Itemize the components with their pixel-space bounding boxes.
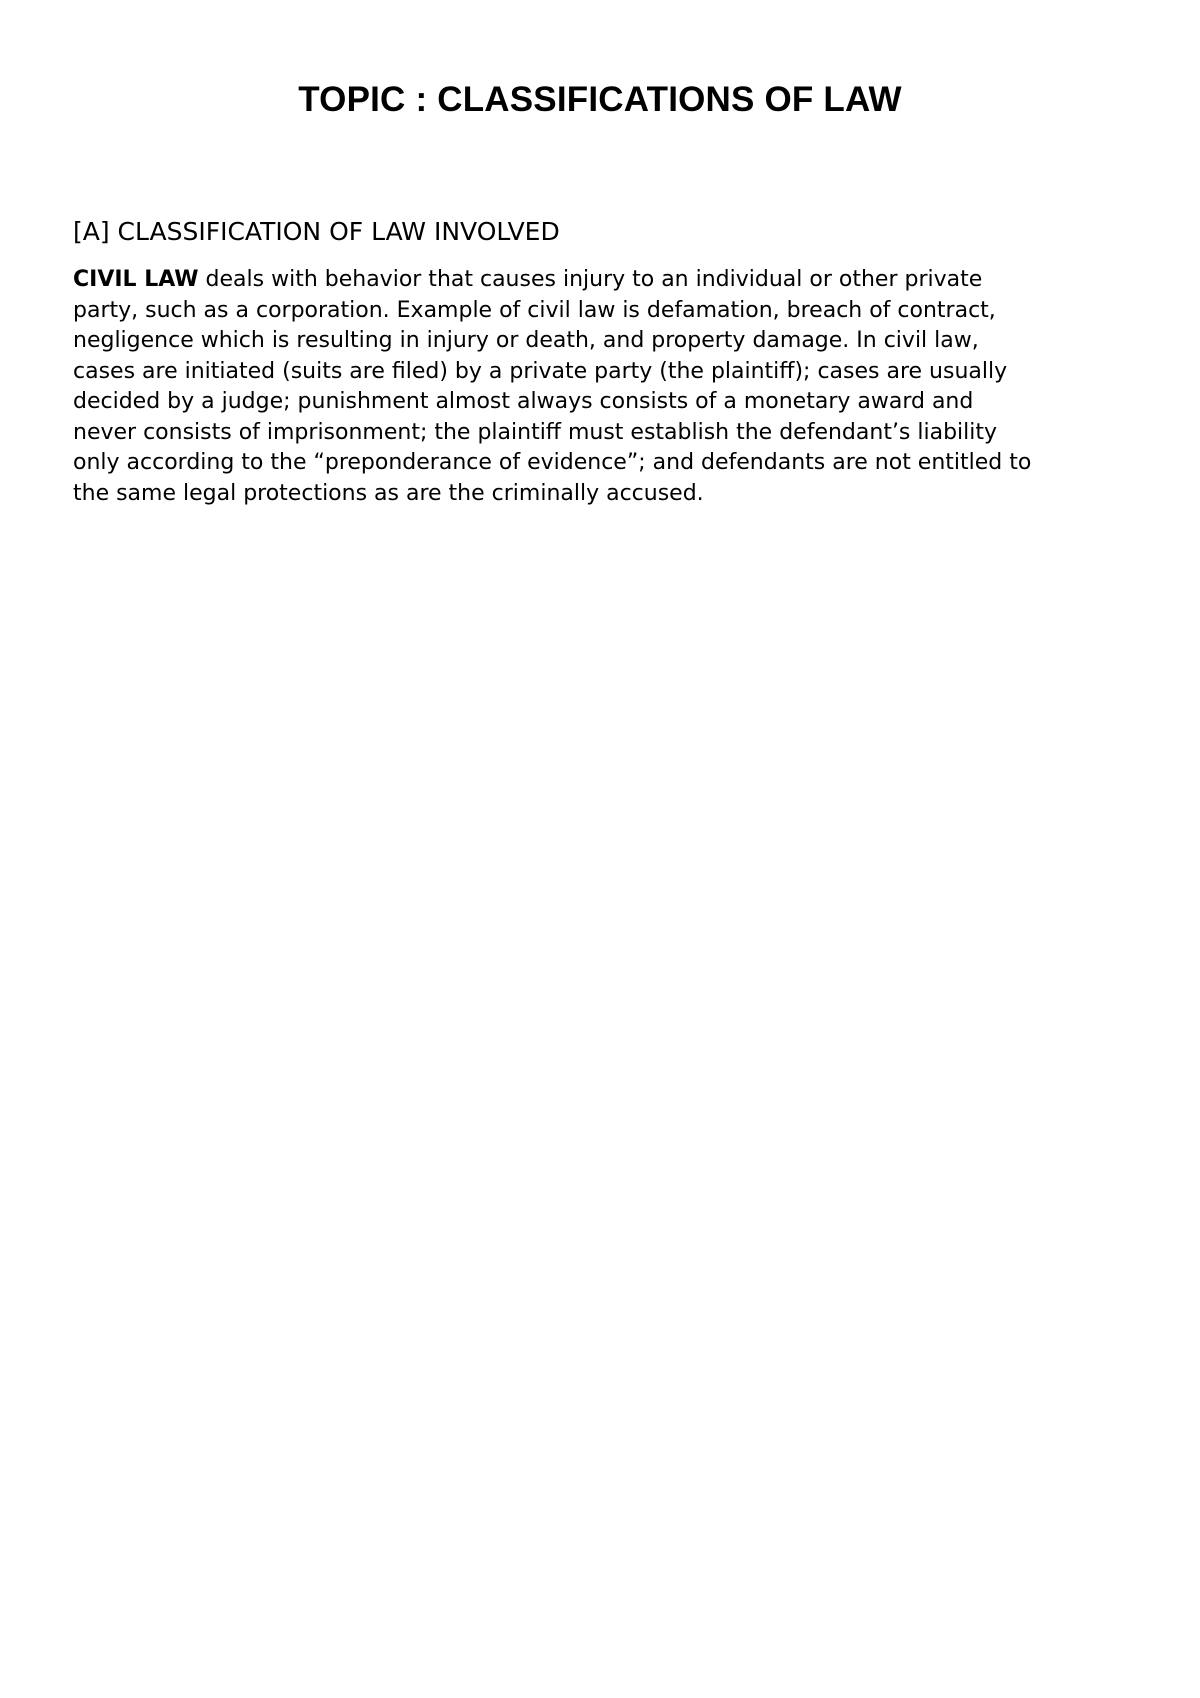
paragraph-line-5: decided by a judge; punishment almost always consists of a monetary award and — [73, 389, 974, 414]
paragraph-line-7: only according to the “preponderance of evidence”; and defendants are not entitled to — [73, 450, 1032, 475]
paragraph-line-2: party, such as a corporation. Example of civil law is defamation, breach of contract, — [73, 297, 996, 323]
paragraph-line-8: the same legal protections as are the criminally accused. — [73, 480, 704, 506]
section-heading: [A] CLASSIFICATION OF LAW INVOLVED — [73, 217, 560, 246]
paragraph-line-4: cases are initiated (suits are filed) by a private party (the plaintiff); cases are usually — [73, 358, 1008, 384]
paragraph-line-6: never consists of imprisonment; the plaintiff must establish the defendant’s liability — [73, 419, 998, 445]
page-title: TOPIC : CLASSIFICATIONS OF LAW — [298, 80, 902, 119]
paragraph-line-1 — [73, 265, 1153, 296]
civil-law-term: CIVIL LAW — [73, 267, 199, 292]
civil-law-paragraph — [73, 265, 1153, 509]
paragraph-line-3: negligence which is resulting in injury or death, and property damage. In civil law, — [73, 328, 979, 353]
paragraph-line-text: deals with behavior that causes injury to an individual or other private — [198, 267, 983, 292]
